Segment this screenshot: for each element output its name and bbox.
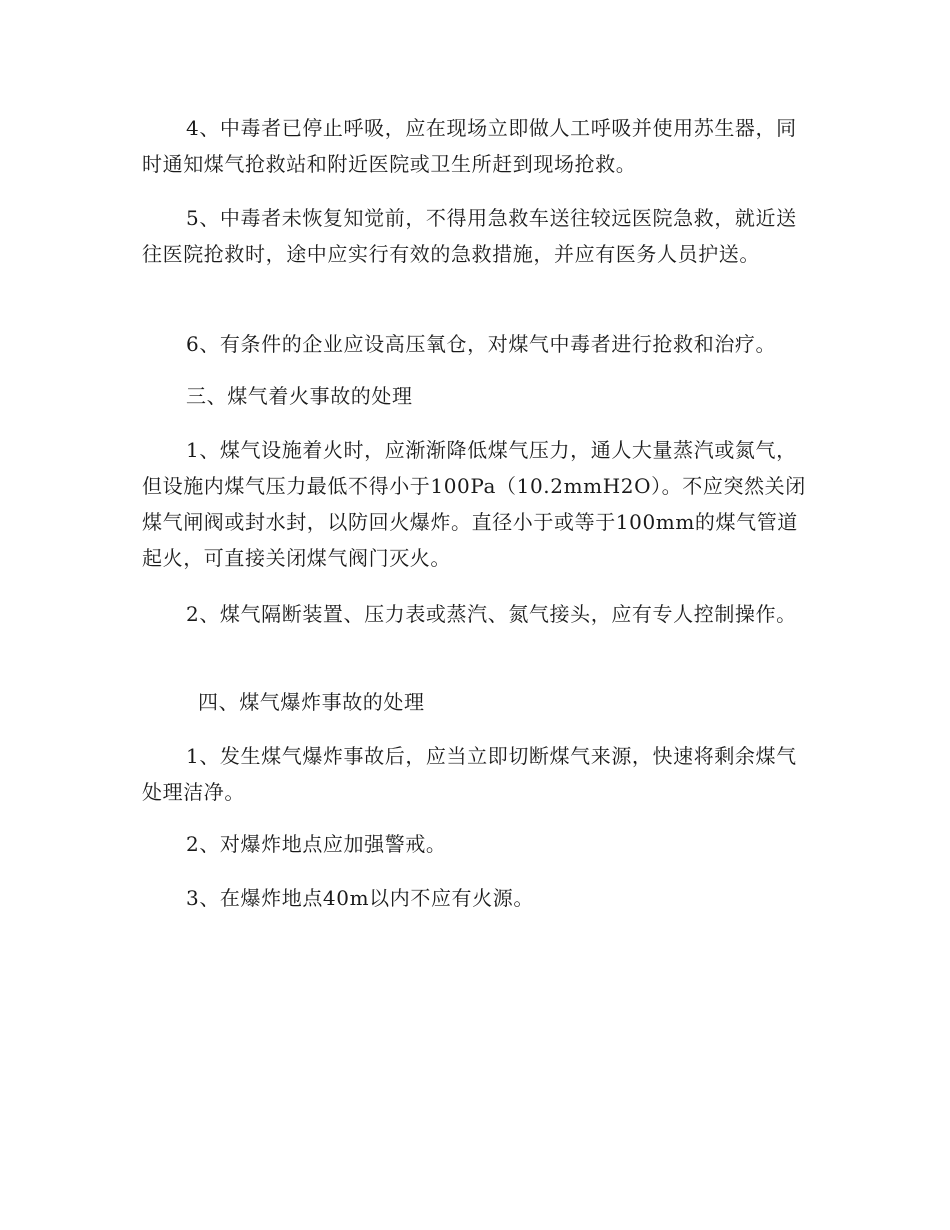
paragraph-fire-control: 2、煤气隔断装置、压力表或蒸汽、氮气接头，应有专人控制操作。	[186, 602, 797, 626]
paragraph-explosion-fire-source: 3、在爆炸地点40m以内不应有火源。	[186, 886, 534, 910]
paragraph-resuscitation: 4、中毒者已停止呼吸，应在现场立即做人工呼吸并使用苏生器，同时通知煤气抢救站和附近医院或卫生所赶到现场抢救。	[142, 116, 797, 176]
section-heading-fire: 三、煤气着火事故的处理	[186, 384, 413, 408]
paragraph-oxygen-chamber: 6、有条件的企业应设高压氧仓，对煤气中毒者进行抢救和治疗。	[186, 332, 777, 356]
section-heading-explosion: 四、煤气爆炸事故的处理	[198, 690, 425, 714]
paragraph-explosion-guard: 2、对爆炸地点应加强警戒。	[186, 832, 447, 856]
paragraph-fire-pressure: 1、煤气设施着火时，应渐渐降低煤气压力，通人大量蒸汽或氮气，但设施内煤气压力最低不得小于100Pa（10.2mmH2O）。不应突然关闭煤气闸阀或封水封，以防回火爆炸。直径小于或等于100mm的煤气管道起火，可直接关闭煤气阀门灭火。	[142, 438, 806, 570]
paragraph-transport: 5、中毒者未恢复知觉前，不得用急救车送往较远医院急救，就近送往医院抢救时，途中应实行有效的急救措施，并应有医务人员护送。	[142, 206, 797, 266]
paragraph-explosion-cutoff: 1、发生煤气爆炸事故后，应当立即切断煤气来源，快速将剩余煤气处理洁净。	[142, 744, 797, 804]
